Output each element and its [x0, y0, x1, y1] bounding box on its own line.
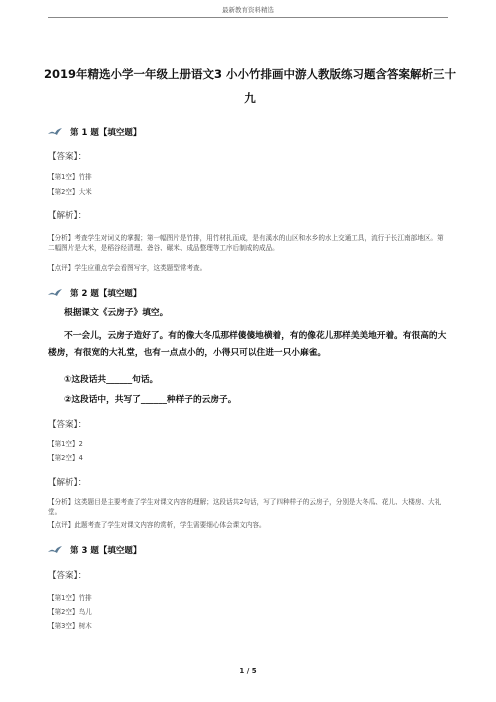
- sub-question-1: ①这段话共______句话。: [64, 375, 159, 385]
- comment-text: 【点评】学生应重点学会看图写字，这类题型常考查。: [48, 264, 207, 272]
- bird-icon: [48, 546, 62, 554]
- document-title: 2019年精选小学一年级上册语文3 小小竹排画中游人教版练习题含答案解析三十九: [43, 67, 456, 105]
- answer-label: 【答案】：: [48, 420, 87, 430]
- bird-icon: [48, 128, 62, 136]
- answer-blank-2: 【第2空】鸟儿: [48, 608, 92, 616]
- analysis-label: 【解析】：: [48, 478, 87, 488]
- header-rule: [48, 17, 448, 18]
- answer-label: 【答案】：: [48, 571, 87, 581]
- question-2-title: 第 2 题【填空题】: [70, 289, 142, 299]
- question-3-title: 第 3 题【填空题】: [70, 546, 142, 556]
- answer-blank-1: 【第1空】竹排: [48, 594, 92, 602]
- answer-blank-2: 【第2空】大米: [48, 188, 92, 196]
- question-1-heading: [48, 126, 141, 138]
- analysis-text: 【分析】这类题目是主要考查了学生对课文内容的理解；这段话共2句话，写了四种样子的云房子，分别是大冬瓜、花儿、大楼房、大礼堂。: [48, 498, 442, 516]
- page-header: 最新教育资料精选: [222, 6, 274, 14]
- question-3-heading: [48, 544, 141, 556]
- answer-label: 【答案】：: [48, 152, 87, 162]
- analysis-text: 【分析】考查学生对词义的掌握；第一幅图片是竹排，用竹材扎而成，是有溪水的山区和水乡的水上交通工具，流行于长江南部地区。第二幅图片是大米，是稻谷经清理、砻谷、碾米、成品整理等工序后制成的成品。: [48, 234, 444, 252]
- answer-blank-1: 【第1空】竹排: [48, 173, 92, 181]
- question-prompt: 根据课文《云房子》填空。: [64, 308, 169, 318]
- page-number: 1 / 5: [239, 667, 257, 675]
- comment-text: 【点评】此题考查了学生对课文内容的赏析，学生需要细心体会课文内容。: [48, 521, 266, 529]
- question-passage: 不一会儿，云房子造好了。有的像大冬瓜那样傻傻地横着，有的像花儿那样美美地开着。有很高的大楼房，有很宽的大礼堂，也有一点点小的，小得只可以住进一只小麻雀。: [48, 331, 447, 358]
- answer-blank-1: 【第1空】2: [48, 440, 83, 448]
- sub-question-2: ②这段话中，共写了______种样子的云房子。: [64, 395, 237, 405]
- question-1-title: 第 1 题【填空题】: [70, 128, 142, 138]
- answer-blank-2: 【第2空】4: [48, 454, 83, 462]
- analysis-label: 【解析】：: [48, 211, 87, 221]
- question-2-heading: [48, 287, 141, 299]
- answer-blank-3: 【第3空】树木: [48, 622, 92, 630]
- bird-icon: [48, 289, 62, 297]
